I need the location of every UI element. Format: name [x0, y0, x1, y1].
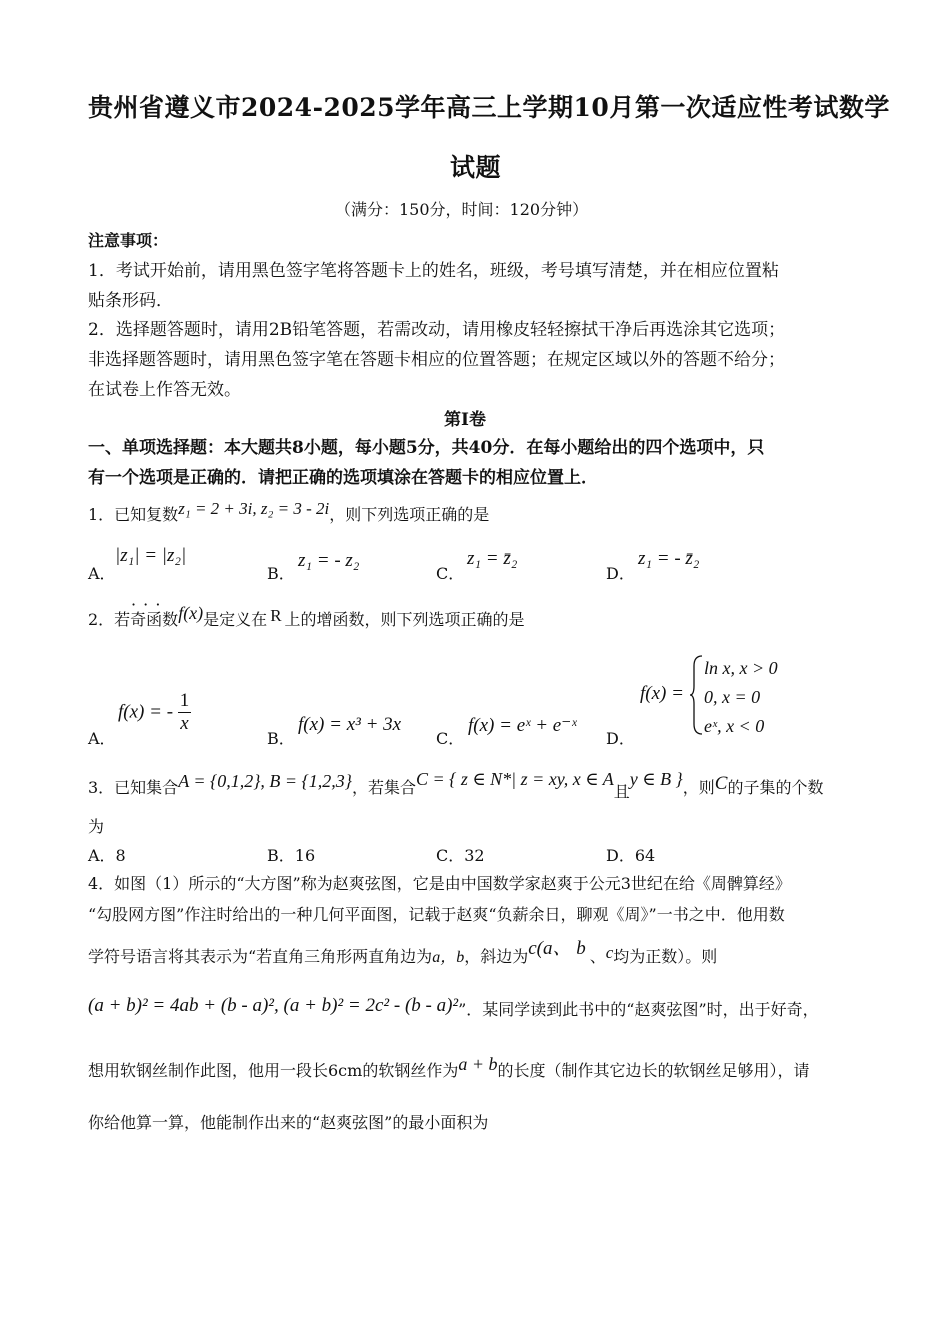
q4-line3-d: 、: [589, 947, 606, 966]
q2-label-d: D．: [606, 729, 635, 748]
q3-c: C: [714, 773, 728, 794]
q4-line5-b: 的长度（制作其它边长的软钢丝足够用），请: [497, 1061, 810, 1080]
q4-line5-a: 想用软钢丝制作此图，他用一段长6cm的软钢丝作为: [88, 1061, 459, 1080]
q4-line3: [88, 938, 718, 968]
q2-emphasis-dots: · · ·: [131, 595, 162, 614]
q3-sets: A = {0,1,2}, B = {1,2,3}: [178, 771, 352, 791]
q2-func: f(x): [178, 603, 204, 623]
q4-line6: 你给他算一算，他能制作出来的“赵爽弦图”的最小面积为: [88, 1113, 489, 1132]
notice-item-2: 2．选择题答题时，请用2B铅笔答题，若需改动，请用橡皮轻轻擦拭干净后再选涂其它选项；: [88, 320, 786, 340]
q3-option-b: B．16: [267, 846, 316, 865]
q4-line3-e: c: [605, 943, 614, 962]
q1-label-d: D．: [606, 564, 635, 583]
q2-option-a-head: f(x) = -: [118, 701, 174, 723]
q4-formula-line: [88, 997, 819, 1021]
notice-heading: 注意事项：: [88, 231, 169, 250]
q3-suffix-a: ，则: [682, 778, 715, 797]
q1-option-d: z₁ = - z̄₂: [638, 548, 700, 569]
q2-suffix: 上的增函数，则下列选项正确的是: [284, 610, 525, 629]
q3-option-a: A．8: [88, 846, 126, 865]
q2-option-c: f(x) = eˣ + e⁻ˣ: [468, 715, 577, 736]
q2-option-b: f(x) = x³ + 3x: [298, 714, 402, 735]
q4-line3-ab: a，b: [432, 949, 465, 966]
q3-option-d: D．64: [606, 846, 656, 865]
section-instructions-cont: 有一个选项是正确的．请把正确的选项填涂在答题卡的相应位置上．: [88, 468, 598, 488]
q1-option-a: |z₁| = |z₂|: [115, 545, 187, 566]
q2-label-b: B．: [267, 729, 295, 748]
q4-line5-ab: a + b: [458, 1054, 498, 1074]
q1-suffix: ，则下列选项正确的是: [329, 505, 490, 524]
q2-option-d-brace: [690, 654, 704, 736]
q1-label-a: A．: [88, 564, 116, 583]
q2-option-a: [118, 690, 191, 735]
q2-case-2: 0, x = 0: [704, 687, 761, 707]
q4-formula: (a + b)² = 4ab + (b - a)², (a + b)² = 2c² - (b - a)²: [88, 995, 459, 1016]
q1-prefix: 1．已知复数: [88, 505, 179, 524]
notice-item-1: 1．考试开始前，请用黑色签字笔将答题卡上的姓名，班级，考号填写清楚，并在相应位置粘: [88, 261, 779, 281]
q4-line3-b: ，斜边为: [464, 947, 529, 966]
q1-option-b: z₁ = - z₂: [298, 550, 360, 571]
q3-set-c-end: y ∈ B }: [629, 769, 683, 789]
q4-line5: [88, 1054, 810, 1081]
notice-item-2-cont: 非选择题答题时，请用黑色签字笔在答题卡相应的位置答题；在规定区域以外的答题不给分；: [88, 350, 785, 370]
q2-option-a-den: x: [180, 713, 189, 734]
q2-case-3: eˣ, x < 0: [704, 716, 765, 736]
q2-option-d-head: f(x) =: [640, 683, 684, 704]
question-4: 4．如图（1）所示的“大方图”称为赵爽弦图，它是由中国数学家赵爽于公元3世纪在给《周髀算经》: [88, 874, 791, 893]
section-instructions: 一、单项选择题：本大题共8小题，每小题5分，共40分．在每小题给出的四个选项中，只: [88, 438, 765, 458]
q2-set-r: R: [270, 606, 282, 625]
volume-heading: 第Ⅰ卷: [444, 410, 486, 430]
q2-label-a: A．: [88, 729, 116, 748]
q4-line2: “勾股网方图”作注时给出的一种几何平面图，记载于赵爽“负薪余日，聊观《周》”一书之中．他用数: [88, 905, 785, 924]
q3-prefix: 3．已知集合: [88, 778, 179, 797]
q2-option-a-num: 1: [179, 690, 190, 711]
q4-line3-a: 学符号语言将其表示为“若直角三角形两直角边为: [88, 947, 433, 966]
q2-option-a-fraction: [178, 690, 192, 735]
page-title-line2: 试题: [450, 153, 502, 182]
q3-suffix-b: 的子集的个数: [727, 778, 824, 797]
q4-formula-tail: ”．某同学读到此书中的“赵爽弦图”时，出于好奇，: [458, 1000, 819, 1019]
q3-option-c: C．32: [436, 846, 485, 865]
question-1: [88, 499, 490, 525]
q3-set-c: C = { z ∈ N*| z = xy, x ∈ A: [415, 769, 614, 789]
q2-option-d-cases: [704, 654, 778, 741]
q1-label-b: B．: [267, 564, 295, 583]
q3-line2: 为: [88, 817, 105, 836]
q2-mid: 是定义在: [203, 610, 268, 629]
q3-and: 且: [613, 782, 630, 801]
q2-prefix: 2．若奇函数: [88, 610, 179, 629]
q1-formula: z₁ = 2 + 3i, z₂ = 3 - 2i: [178, 499, 330, 518]
q4-line3-f: 均为正数）。则: [613, 947, 718, 966]
notice-item-1-cont: 贴条形码．: [88, 291, 173, 311]
q1-label-c: C．: [436, 564, 465, 583]
page-title: 贵州省遵义市2024-2025学年高三上学期10月第一次适应性考试数学: [88, 93, 890, 122]
q4-line3-c: c(a、 b: [528, 938, 586, 959]
q2-label-c: C．: [436, 729, 465, 748]
exam-subtitle: （满分：150分，时间：120分钟）: [335, 200, 589, 219]
q1-option-c: z₁ = z̄₂: [467, 548, 518, 569]
q2-case-1: ln x, x > 0: [704, 658, 778, 678]
question-3: [88, 769, 824, 801]
q3-mid: ，若集合: [351, 778, 416, 797]
notice-item-2-cont2: 在试卷上作答无效。: [88, 380, 241, 400]
